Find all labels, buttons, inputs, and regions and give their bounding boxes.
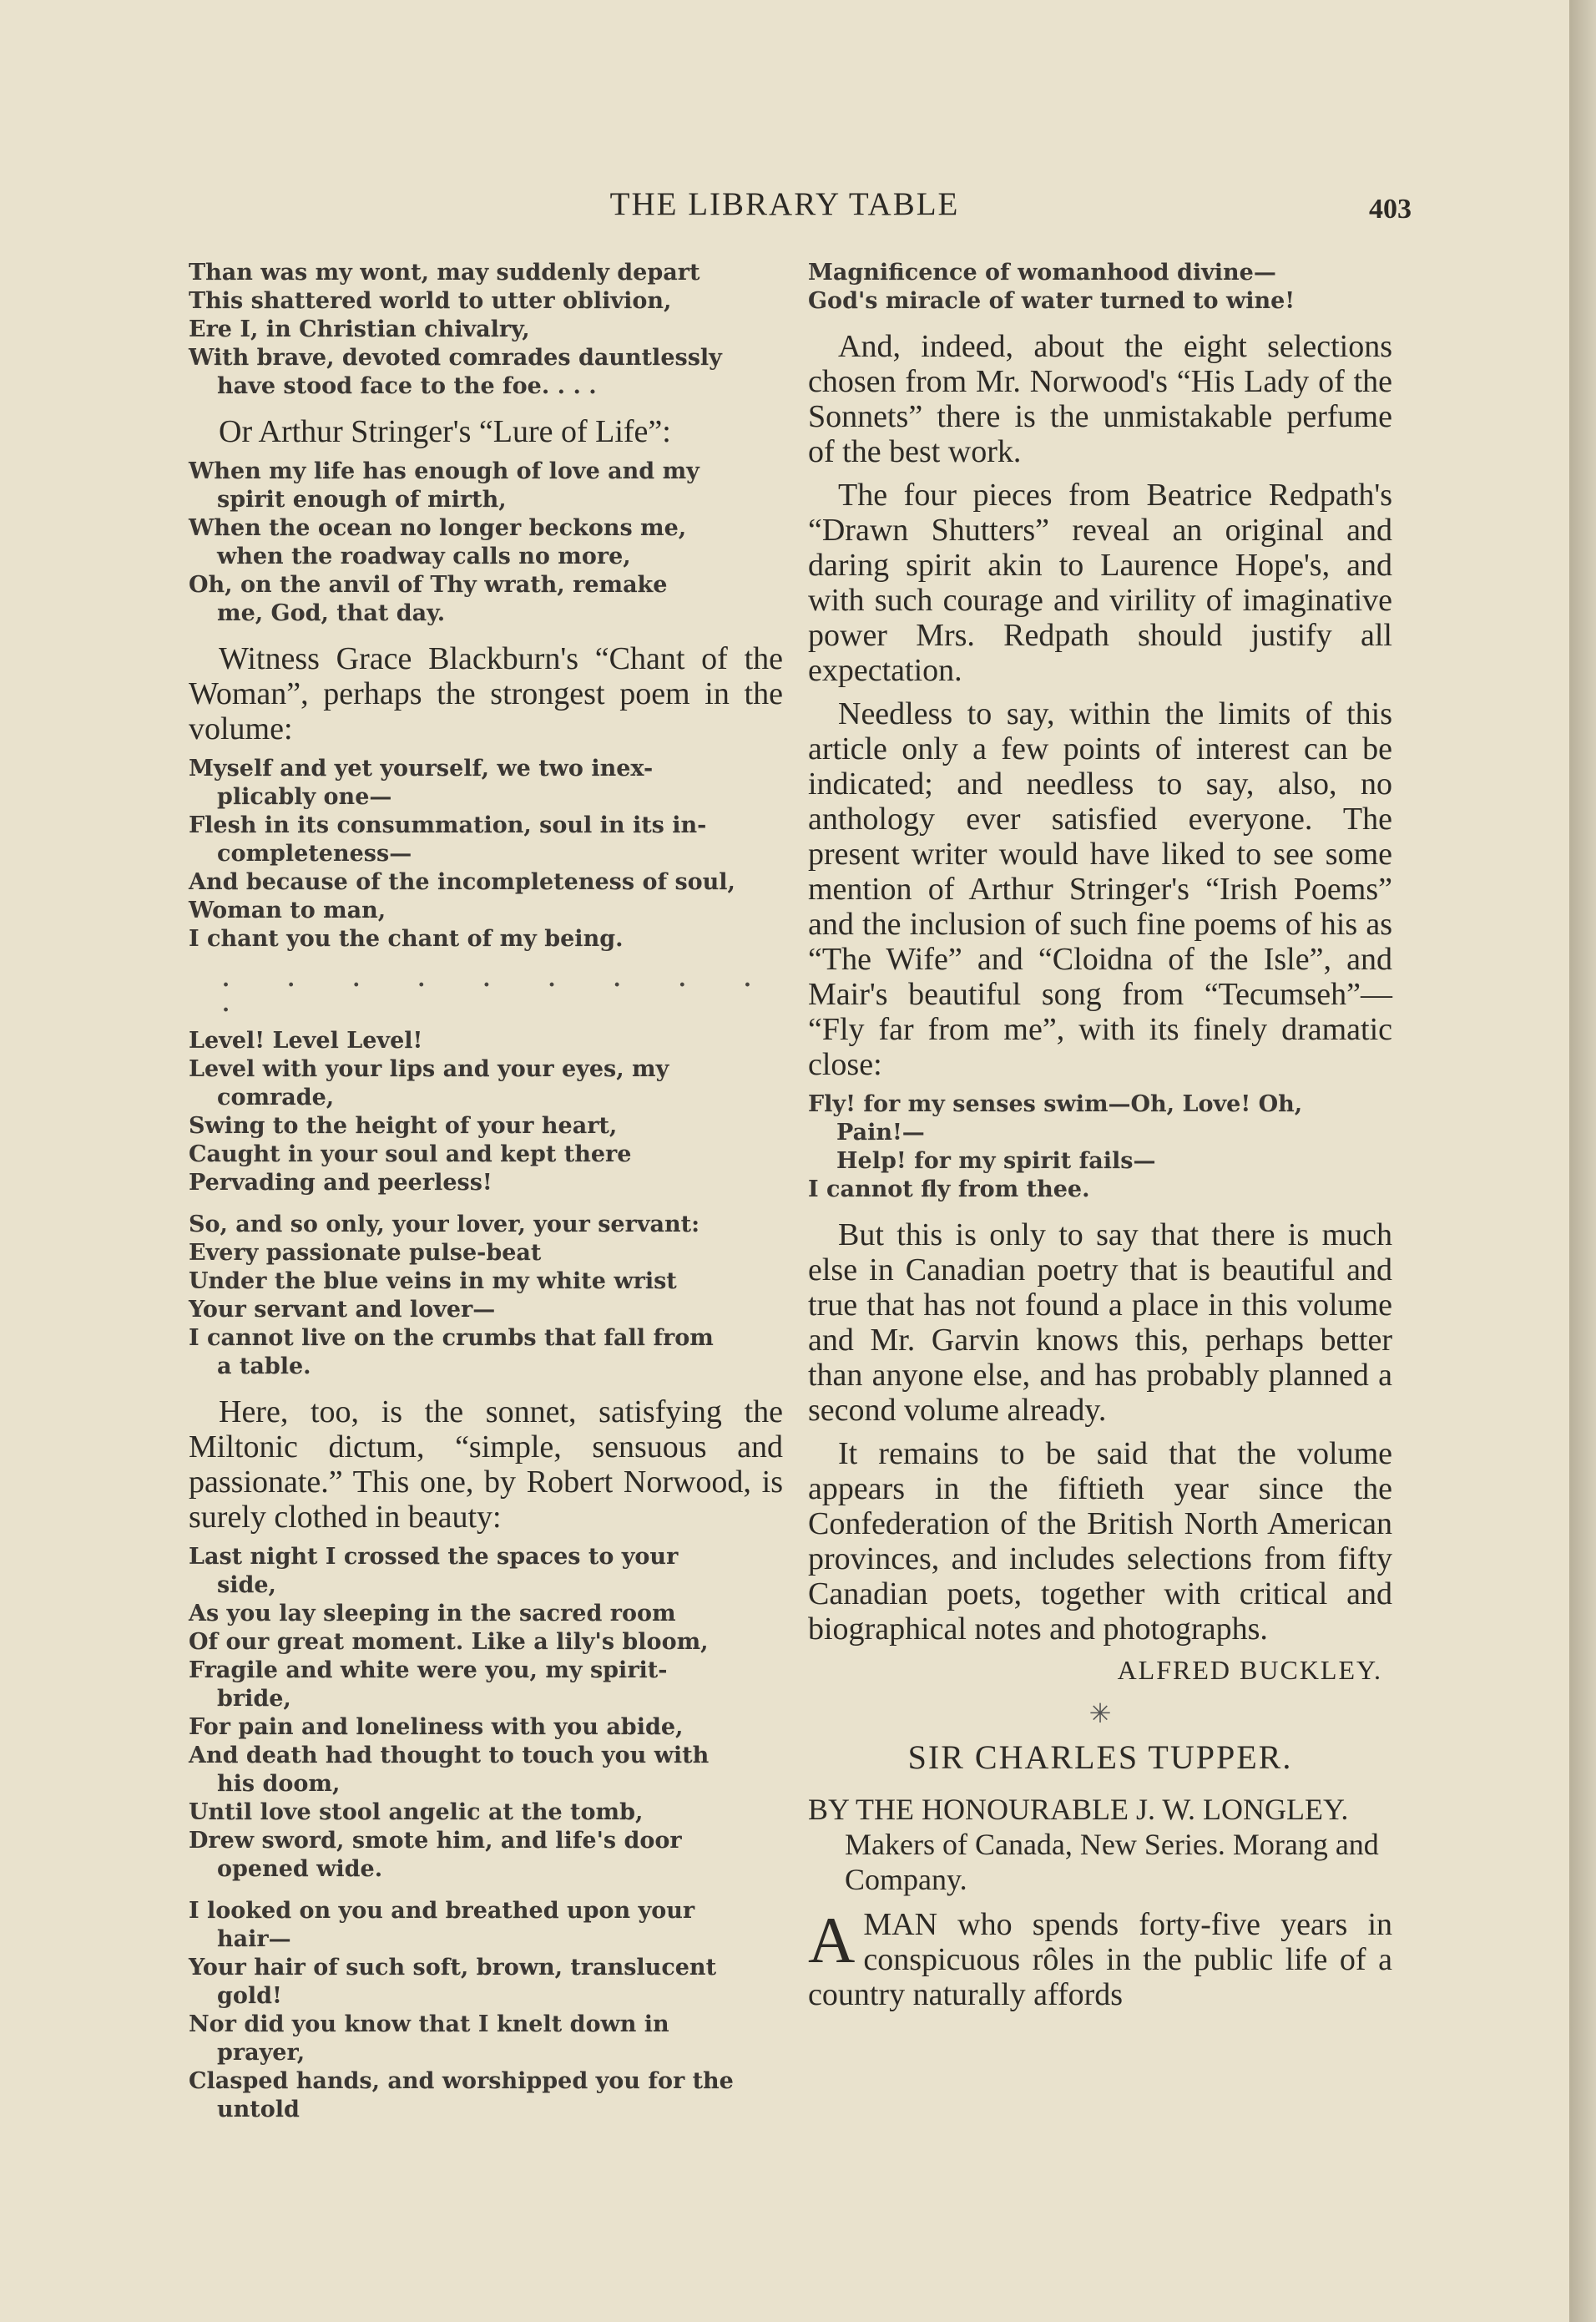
verse-line: have stood face to the foe. . . .: [217, 373, 597, 399]
paragraph: It remains to be said that the volume appears in the fiftieth year since the Confederation of the British North American provinces, and includes selections from fifty Canadian poets, together with critical and biographical notes and photographs.: [808, 1436, 1392, 1647]
verse-line: I cannot fly from thee.: [808, 1176, 1090, 1202]
verse-line: I cannot live on the crumbs that fall from: [189, 1325, 714, 1351]
verse-line: Your hair of such soft, brown, translucent: [189, 1955, 717, 1981]
verse-line: Your servant and lover—: [189, 1297, 496, 1323]
verse-line: Of our great moment. Like a lily's bloom,: [189, 1629, 709, 1655]
verse-excerpt: [189, 259, 783, 401]
page-edge: [1569, 0, 1596, 2322]
verse-line: And death had thought to touch you with: [189, 1743, 710, 1768]
verse-line: completeness—: [217, 841, 412, 867]
verse-line: With brave, devoted comrades dauntlessly: [189, 345, 722, 371]
verse-line: me, God, that day.: [217, 600, 446, 626]
verse-line: when the roadway calls no more,: [217, 544, 631, 569]
right-column: [808, 259, 1392, 2012]
ornament-icon: ✳: [1088, 1697, 1112, 1729]
paragraph: And, indeed, about the eight selections chosen from Mr. Norwood's “His Lady of the Sonnets” there is the unmistakable perfume of the best work.: [808, 329, 1392, 469]
verse-line: his doom,: [217, 1771, 341, 1797]
verse-line: Fly! for my senses swim—Oh, Love! Oh,: [808, 1091, 1303, 1117]
verse-excerpt: [189, 458, 783, 628]
verse-excerpt: [808, 1090, 1392, 1204]
verse-line: Until love stool angelic at the tomb,: [189, 1799, 644, 1825]
verse-line: Help! for my spirit fails—: [836, 1148, 1156, 1174]
verse-excerpt: [189, 755, 783, 954]
verse-excerpt: [189, 1211, 783, 1381]
verse-line: Caught in your soul and kept there: [189, 1141, 632, 1167]
review-title: SIR CHARLES TUPPER.: [907, 1738, 1293, 1776]
verse-line: I looked on you and breathed upon your: [189, 1898, 695, 1924]
ellipsis-separator: . . . . . . . . . .: [222, 967, 776, 1017]
verse-line: Clasped hands, and worshipped you for the: [189, 2068, 734, 2094]
verse-line: spirit enough of mirth,: [217, 487, 507, 513]
verse-excerpt: [189, 1897, 783, 2124]
verse-line: God's miracle of water turned to wine!: [808, 288, 1295, 314]
verse-excerpt: [189, 1543, 783, 1884]
verse-line: Pain!—: [836, 1120, 925, 1146]
paragraph: Needless to say, within the limits of this article only a few points of interest can be indicated; and needless to say, also, no anthology ever satisfied everyone. The present writer would have liked to see some mention of Arthur Stringer's “Irish Poems” and the inclusion of such fine poems of his as “The Wife” and “Cloidna of the Isle”, and Mair's beautiful song from “Tecumseh”— “Fly far from me”, with its finely dramatic close:: [808, 696, 1392, 1082]
verse-line: comrade,: [217, 1085, 335, 1110]
verse-line: Myself and yet yourself, we two inex-: [189, 756, 654, 782]
left-column: [189, 259, 783, 2137]
verse-line: When the ocean no longer beckons me,: [189, 515, 687, 541]
verse-line: prayer,: [217, 2040, 306, 2066]
verse-line: Under the blue veins in my white wrist: [189, 1268, 677, 1294]
verse-line: a table.: [217, 1353, 311, 1379]
verse-line: Than was my wont, may suddenly depart: [189, 260, 700, 286]
author-signature: ALFRED BUCKLEY.: [1117, 1655, 1382, 1685]
opening-paragraph: [808, 1904, 1392, 2012]
paragraph: But this is only to say that there is much else in Canadian poetry that is beautiful and true that has not found a place in this volume and Mr. Garvin knows this, perhaps better than anyone else, and has probably planned a second volume already.: [808, 1217, 1392, 1428]
page-number: 403: [1369, 194, 1412, 225]
verse-line: plicably one—: [217, 784, 392, 810]
verse-line: And because of the incompleteness of soul,: [189, 869, 735, 895]
verse-line: For pain and loneliness with you abide,: [189, 1714, 684, 1740]
verse-line: Flesh in its consummation, soul in its in-: [189, 812, 707, 838]
verse-line: opened wide.: [217, 1856, 383, 1882]
verse-line: Fragile and white were you, my spirit-: [189, 1657, 668, 1683]
verse-line: Drew sword, smote him, and life's door: [189, 1828, 682, 1854]
byline-publisher: Makers of Canada, New Series. Morang and Company.: [845, 1828, 1379, 1896]
verse-line: Nor did you know that I knelt down in: [189, 2011, 669, 2037]
verse-line: So, and so only, your lover, your servant:: [189, 1212, 700, 1237]
byline-author: BY THE HONOURABLE J. W. LONGLEY.: [808, 1793, 1349, 1826]
verse-line: As you lay sleeping in the sacred room: [189, 1601, 676, 1626]
verse-line: hair—: [217, 1926, 291, 1952]
paragraph: Or Arthur Stringer's “Lure of Life”:: [219, 414, 671, 449]
paragraph: Witness Grace Blackburn's “Chant of the Woman”, perhaps the strongest poem in the volume:: [189, 641, 783, 746]
verse-line: untold: [217, 2097, 300, 2122]
paragraph: Here, too, is the sonnet, satisfying the Miltonic dictum, “simple, sensuous and passionate.” This one, by Robert Norwood, is surely clothed in beauty:: [189, 1394, 783, 1535]
review-byline: [808, 1792, 1392, 1897]
drop-cap: A: [808, 1904, 856, 1976]
verse-line: When my life has enough of love and my: [189, 458, 700, 484]
page-header: [0, 185, 1569, 235]
verse-line: side,: [217, 1572, 276, 1598]
verse-line: Oh, on the anvil of Thy wrath, remake: [189, 572, 668, 598]
verse-line: Every passionate pulse-beat: [189, 1240, 542, 1266]
verse-line: Pervading and peerless!: [189, 1170, 492, 1196]
verse-line: I chant you the chant of my being.: [189, 926, 624, 952]
verse-line: Level! Level Level!: [189, 1028, 423, 1054]
verse-line: Magnificence of womanhood divine—: [808, 260, 1276, 286]
verse-line: Level with your lips and your eyes, my: [189, 1056, 669, 1082]
verse-line: Last night I crossed the spaces to your: [189, 1544, 679, 1570]
verse-line: bride,: [217, 1686, 291, 1712]
verse-excerpt: [189, 1027, 783, 1197]
verse-excerpt: [808, 259, 1392, 316]
running-title: THE LIBRARY TABLE: [609, 186, 960, 222]
verse-line: Ere I, in Christian chivalry,: [189, 316, 530, 342]
verse-line: gold!: [217, 1983, 282, 2009]
verse-line: Swing to the height of your heart,: [189, 1113, 618, 1139]
paragraph: The four pieces from Beatrice Redpath's “Drawn Shutters” reveal an original and daring spirit akin to Laurence Hope's, and with such courage and virility of imaginative power Mrs. Redpath should justify all expectation.: [808, 478, 1392, 688]
opening-text: MAN who spends forty-five years in conspicuous rôles in the public life of a country naturally affords: [808, 1907, 1392, 2012]
verse-line: This shattered world to utter oblivion,: [189, 288, 672, 314]
verse-line: Woman to man,: [189, 898, 386, 923]
